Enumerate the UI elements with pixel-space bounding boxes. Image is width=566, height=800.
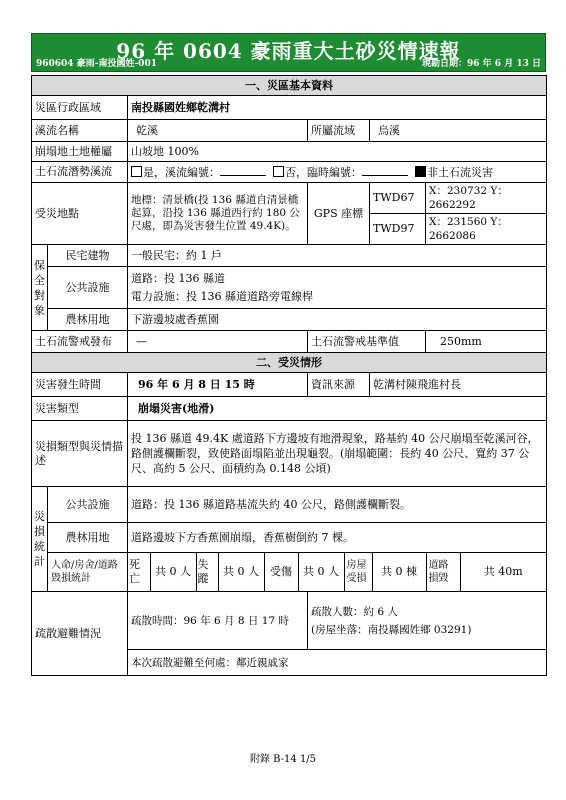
potential-stream-label: 土石流潛勢溪流: [32, 162, 128, 183]
potential-stream-options: [128, 162, 547, 183]
checkbox-checked-icon: [415, 166, 426, 177]
location-label: 受災地點: [32, 183, 128, 245]
stats-farm-value: 道路邊坡下方香蕉園崩塌，香蕉樹倒約 7 棵。: [128, 523, 547, 553]
damage-desc-label: 災損類型與災情描述: [32, 421, 128, 487]
farmland-label: 農林用地: [48, 309, 128, 331]
missing-value: 共 0 人: [218, 553, 264, 591]
admin-area-label: 災區行政區域: [32, 96, 128, 120]
checkbox-no-icon: [273, 166, 284, 177]
landuse-value: 山坡地 100%: [128, 142, 547, 162]
option-no: 否，臨時編號：: [285, 165, 362, 179]
report-title: 96 年 0604 豪雨重大土砂災情速報: [116, 39, 461, 63]
house-value: 共 0 棟: [372, 553, 426, 591]
dead-value: 共 0 人: [150, 553, 196, 591]
stats-public-label: 公共設施: [48, 487, 128, 523]
stream-name-label: 溪流名稱: [32, 120, 128, 142]
gps-label: GPS 座標: [308, 183, 370, 245]
residential-label: 民宅建物: [48, 245, 128, 267]
info-source-value: 乾溝村陳飛進村長: [370, 373, 547, 397]
casualty-label: 人命/房舍/道路毀損統計: [48, 553, 128, 592]
stats-farm-label: 農林用地: [48, 523, 128, 553]
public-facility-label: 公共設施: [48, 267, 128, 309]
disaster-type-label: 災害類型: [32, 397, 128, 421]
option-non: 非土石流災害: [427, 165, 493, 179]
blank-line: [220, 165, 266, 176]
evacuation-count-text: 疏散人數：約 6 人: [311, 605, 398, 618]
report-header: [31, 33, 546, 72]
survey-date: 現勘日期：96 年 6 月 13 日: [422, 59, 541, 69]
injured-value: 共 0 人: [298, 553, 344, 591]
location-desc: 地標：清景橋(投 136 縣道自清景橋起算，沿投 136 縣道西行約 180 公尺處，即為災害發生位置 49.4K)。: [128, 183, 308, 245]
event-time-label: 災害發生時間: [32, 373, 128, 397]
public-facility-road: 道路：投 136 縣道: [131, 271, 225, 285]
admin-area-value: 南投縣國姓鄉乾溝村: [128, 96, 547, 120]
stats-public-value: 道路：投 136 縣道路基流失約 40 公尺，路側護欄斷裂。: [128, 487, 547, 523]
basin-value: 烏溪: [370, 120, 547, 142]
evacuation-destination: 本次疏散避難至何處：鄰近親戚家: [128, 650, 547, 676]
page-footer: 附錄 B-14 1/5: [249, 754, 317, 765]
injured-label: 受傷: [264, 553, 298, 591]
twd97-value: X：231560 Y：2662086: [426, 214, 547, 245]
checkbox-yes-icon: [131, 166, 142, 177]
section-damage-title: 二、受災情形: [32, 353, 547, 373]
public-facility-power: 電力設施：投 136 縣道道路旁電線桿: [131, 289, 313, 303]
stream-name-value: 乾溪: [128, 120, 308, 142]
road-label: 道路損毀: [426, 553, 460, 591]
missing-label: 失蹤: [196, 553, 218, 591]
disaster-type-value: 崩塌災害(地滑): [128, 397, 547, 421]
protected-targets-label: 保全對象: [32, 245, 48, 331]
damage-stats-label: 災損統計: [32, 487, 48, 592]
landuse-label: 崩塌地土地權屬: [32, 142, 128, 162]
section-basic-title: 一、災區基本資料: [32, 76, 547, 96]
twd97-label: TWD97: [370, 214, 426, 245]
event-time-value: 96 年 6 月 8 日 15 時: [128, 373, 308, 397]
blank-line: [362, 165, 408, 176]
report-table: [31, 75, 547, 676]
farmland-value: 下游邊坡處香蕉園: [128, 309, 547, 331]
report-code: 960604 豪雨-南投國姓-001: [36, 59, 157, 69]
basin-label: 所屬流域: [308, 120, 370, 142]
twd67-value: X：230732 Y：2662292: [426, 183, 547, 214]
residential-value: 一般民宅：約 1 戶: [128, 245, 547, 267]
option-yes: 是，溪流編號：: [143, 165, 220, 179]
warning-label: 土石流警戒發布: [32, 331, 128, 353]
info-source-label: 資訊來源: [308, 373, 370, 397]
evacuation-count: [308, 592, 547, 650]
dead-label: 死亡: [128, 553, 150, 591]
evacuation-label: 疏散避難情況: [32, 592, 128, 676]
warning-std-label: 土石流警戒基準值: [308, 331, 426, 353]
damage-desc-value: 投 136 縣道 49.4K 處道路下方邊坡有地滑現象，路基約 40 公尺崩塌至乾溪河谷，路側護欄斷裂，致使路面塌陷並出現龜裂。(崩塌範圍：長約 40 公尺、寬約 37 公尺、高約 5 公尺、面積約為 0.148 公頃): [128, 421, 547, 487]
public-facility-value: [128, 267, 547, 309]
warning-value: —: [128, 331, 308, 353]
evacuation-time: 疏散時間：96 年 6 月 8 日 17 時: [128, 592, 308, 650]
evacuation-origin: (房屋坐落：南投縣國姓鄉 03291): [311, 623, 472, 636]
road-value: 共 40m: [483, 565, 523, 578]
twd67-label: TWD67: [370, 183, 426, 214]
casualty-stats: [128, 553, 547, 592]
warning-std-value: 250mm: [426, 331, 547, 353]
house-label: 房屋受損: [344, 553, 372, 591]
